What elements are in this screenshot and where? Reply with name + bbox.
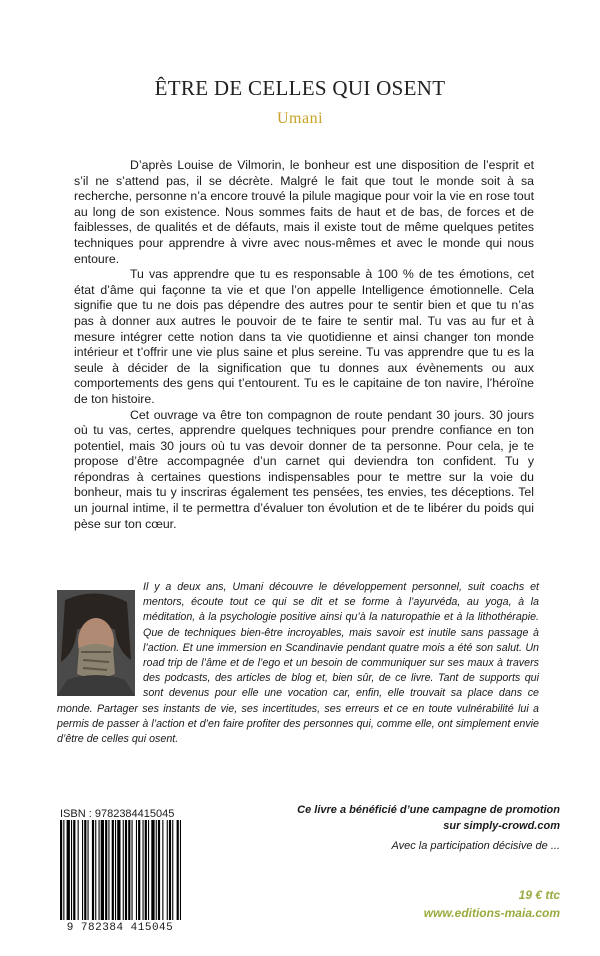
isbn-label: ISBN : 9782384415045 xyxy=(60,808,175,820)
promotion-line-2: sur simply-crowd.com xyxy=(443,820,560,832)
author-biography xyxy=(57,580,539,747)
author-name: Umani xyxy=(276,110,324,127)
promotion-notice xyxy=(240,802,560,834)
back-cover-summary xyxy=(74,158,534,532)
isbn-barcode xyxy=(58,820,182,920)
partner-note: Avec la participation décisive de ... xyxy=(391,840,560,852)
book-title: ÊTRE DE CELLES QUI OSENT xyxy=(154,76,446,100)
publisher-website: www.editions-maia.com xyxy=(423,906,560,920)
book-price: 19 € ttc xyxy=(518,888,560,902)
author-bio-text: Il y a deux ans, Umani découvre le développement personnel, suit coachs et mentors, écoute tout ce qui se dit et se forme à l’ayurvéda, au yoga, à la méditation, à la psychologie positive ainsi qu’à la naturopathie et à la lithothérapie. Que de techniques bien-être incroyables, mais savoir est inutile sans passage à l’action. Et une immersion en Scandinavie pendant quatre mois a été son salut. Un road trip de l’âme et de l’ego et un besoin de communiquer sur ses maux à travers des podcasts, des articles de blog et, bien sûr, de ce livre. Tant de supports qui sont devenus pour elle une vocation car, enfin, elle trouvait sa place dans ce monde. Partager ses instants de vie, ses incertitudes, ses erreurs et ce en toute vulnérabilité lui a permis de passer à l’action et d’en faire profiter des personnes qui, comme elle, ont simplement envie d’être de celles qui osent. xyxy=(57,581,539,746)
summary-paragraph-2: Tu vas apprendre que tu es responsable à 100 % de tes émotions, cet état d’âme qui façonne ta vie et que l’on appelle Intelligence émotionnelle. Cela signifie que tu ne dois pas dépendre des autres pour te sentir bien et que tu n’as pas à donner aux autres le pouvoir de te faire te sentir mal. Tu vas au fur et à mesure intégrer cette notion dans ta vie quotidienne et ainsi changer ton monde intérieur et t’offrir une vie plus saine et plus sereine. Tu vas apprendre que tu es la seule à décider de la signification que tu donnes aux évènements ou aux comportements des gens qui t’entourent. Tu es le capitaine de ton navire, l’héroïne de ton histoire. xyxy=(74,267,534,406)
promotion-line-1: Ce livre a bénéficié d’une campagne de promotion xyxy=(297,804,560,816)
summary-paragraph-1: D’après Louise de Vilmorin, le bonheur est une disposition de l’esprit et s’il ne s’attend pas, il se décrète. Malgré le fait que tout le monde soit à sa recherche, personne n’a encore trouvé la pilule magique pour voir la vie en rose tout au long de son existence. Nous sommes faits de haut et de bas, de forces et de faiblesses, de qualités et de défauts, mais il existe tout de même quelques petites techniques pour apprendre à vivre avec nous-mêmes et avec le monde qui nous entoure. xyxy=(74,158,534,266)
barcode-number: 9 782384 415045 xyxy=(66,922,174,934)
summary-paragraph-3: Cet ouvrage va être ton compagnon de route pendant 30 jours. 30 jours où tu vas, certes, apprendre quelques techniques pour prendre confiance en ton potentiel, mais 30 jours où tu vas devoir donner de ta personne. Pour cela, je te propose d’être accompagnée d’un carnet qui deviendra ton confident. Tu y répondras à certaines questions indispensables pour te mettre sur la voie du bonheur, mais tu y inscriras également tes pensées, tes envies, tes déceptions. Tel un journal intime, il te permettra d’évaluer ton évolution et de te libérer du poids qui pèse sur ton cœur. xyxy=(74,407,534,531)
